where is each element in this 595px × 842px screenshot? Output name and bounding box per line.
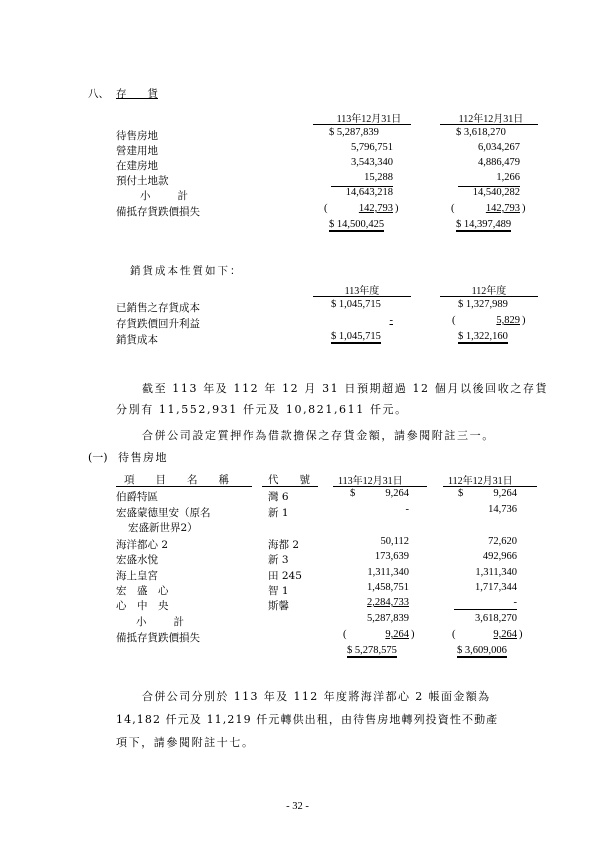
table-row-name: 海上皇宮 — [116, 570, 158, 582]
paragraph-line: 14,182 仟元及 11,219 仟元轉供出租，由待售房地轉列投資性不動產 — [116, 713, 499, 726]
paren-close: ) — [395, 203, 399, 214]
col-header-112: 112年12月31日 — [448, 476, 513, 487]
paren-close: ) — [522, 203, 526, 214]
col-header-113: 113年度 — [344, 286, 380, 297]
value-112: 14,736 — [488, 504, 517, 515]
table-row-code: 新 1 — [268, 507, 289, 519]
value-112: 9,264 — [493, 629, 517, 640]
paren-open: ( — [452, 629, 456, 640]
subsection-title: 待售房地 — [118, 451, 168, 464]
header-rule-code — [262, 486, 318, 487]
table-row-code: 智 1 — [268, 585, 289, 597]
paren-open: ( — [451, 203, 455, 214]
value-113: 9,264 — [385, 629, 409, 640]
row-label: 營建用地 — [116, 145, 158, 157]
value-112: 5,829 — [496, 315, 520, 326]
value-112: - — [454, 597, 517, 610]
paren-open: ( — [343, 629, 347, 640]
table-row-code: 海都 2 — [268, 539, 300, 551]
paragraph-line: 項下，請參閱附註十七。 — [116, 736, 255, 749]
paragraph-line: 分別有 11,552,931 仟元及 10,821,611 仟元。 — [116, 403, 408, 416]
paren-close: ) — [411, 629, 415, 640]
paragraph-line: 截至 113 年及 112 年 12 月 31 日預期超過 12 個月以後回收之存貨 — [142, 382, 549, 395]
col-header-112: 112年度 — [471, 286, 507, 297]
paren-open: ( — [324, 203, 328, 214]
table-row-name: 心 中 央 — [116, 600, 169, 612]
table-row-code: 田 245 — [268, 570, 302, 582]
value-113: 9,264 — [385, 488, 409, 499]
cost-caption: 銷貨成本性質如下： — [130, 265, 243, 277]
header-rule-112 — [440, 296, 538, 297]
total-112: $ 14,397,489 — [456, 219, 512, 230]
table-row-name: 伯爵特區 — [116, 491, 158, 503]
value-112: 1,311,340 — [475, 567, 517, 578]
value-113: 142,793 — [358, 203, 393, 214]
total-112: $ 3,609,006 — [457, 645, 507, 656]
value-112: 1,266 — [496, 172, 520, 183]
value-113: $ 5,287,839 — [329, 127, 379, 138]
value-113: 5,796,751 — [351, 142, 393, 153]
row-label: 備抵存貨跌價損失 — [116, 206, 200, 218]
value-113: 50,112 — [380, 536, 409, 547]
table-row-name: 宏 盛 心 — [116, 585, 169, 597]
value-113: - — [389, 315, 393, 326]
value-113: 173,639 — [374, 551, 409, 562]
paragraph-line: 合併公司設定質押作為借款擔保之存貨金額，請參閱附註三一。 — [142, 429, 495, 442]
row-label: 待售房地 — [116, 130, 158, 142]
table-row-name: 宏盛水悅 — [116, 554, 158, 566]
page-number: - 32 - — [286, 801, 309, 812]
value-113: 5,287,839 — [367, 613, 409, 624]
table-row-code: 新 3 — [268, 554, 289, 566]
col-header-code: 代 號 — [268, 474, 310, 486]
value-113: 1,311,340 — [367, 567, 409, 578]
value-113: 2,284,733 — [367, 597, 409, 608]
value-113: 3,543,340 — [351, 157, 393, 168]
section-number: 八、 — [88, 88, 109, 100]
value-113: 1,458,751 — [367, 582, 409, 593]
total-113: $ 5,278,575 — [347, 645, 397, 656]
paren-close: ) — [519, 629, 523, 640]
col-header-112: 112年12月31日 — [458, 114, 524, 125]
value-112: $ 3,618,270 — [456, 127, 506, 138]
col-header-113: 113年12月31日 — [338, 476, 403, 487]
section-title: 存 貨 — [116, 88, 158, 100]
header-rule-112 — [440, 124, 538, 125]
value-112: 492,966 — [482, 551, 517, 562]
total-112: $ 1,322,160 — [458, 331, 508, 342]
value-112: 6,034,267 — [478, 142, 520, 153]
value-113: $ 1,045,715 — [331, 299, 381, 310]
subsection-number: (一) — [88, 451, 108, 464]
paren-open: ( — [452, 315, 456, 326]
value-112: 1,717,344 — [475, 582, 517, 593]
header-rule-112 — [443, 486, 537, 487]
value-112: 14,540,282 — [472, 187, 520, 198]
value-113: 15,288 — [364, 172, 393, 183]
total-113: $ 1,045,715 — [331, 331, 381, 342]
col-header-item: 項 目 名 稱 — [124, 474, 229, 486]
value-113: - — [405, 504, 409, 515]
row-label-subtotal: 小 計 — [140, 190, 190, 202]
table-row-name: 備抵存貨跌價損失 — [116, 632, 200, 644]
table-row-subtotal: 小 計 — [136, 616, 186, 628]
header-rule-113 — [313, 124, 411, 125]
header-rule-113 — [333, 486, 427, 487]
value-112: 3,618,270 — [475, 613, 517, 624]
total-113: $ 14,500,425 — [329, 219, 385, 230]
dollar-113: $ — [350, 488, 356, 499]
table-row-code: 灣 6 — [268, 491, 289, 503]
table-row-code: 斯馨 — [268, 600, 289, 612]
row-label: 預付土地款 — [116, 175, 169, 187]
row-label: 已銷售之存貨成本 — [116, 302, 200, 314]
header-rule-113 — [313, 296, 411, 297]
value-113: 14,643,218 — [345, 187, 393, 198]
header-rule-item — [116, 486, 252, 487]
value-112: 72,620 — [488, 536, 517, 547]
value-112: 142,793 — [485, 203, 520, 214]
paragraph-line: 合併公司分別於 113 年及 112 年度將海洋都心 2 帳面金額為 — [142, 690, 491, 703]
paren-close: ) — [522, 315, 526, 326]
row-label: 在建房地 — [116, 160, 158, 172]
value-112: 9,264 — [493, 488, 517, 499]
dollar-112: $ — [458, 488, 464, 499]
table-row-name: 宏盛蒙德里安（原名 — [116, 507, 211, 519]
table-row-name-cont: 宏盛新世界2） — [128, 522, 198, 534]
value-112: 4,886,479 — [478, 157, 520, 168]
row-label: 銷貨成本 — [116, 334, 158, 346]
row-label: 存貨跌價回升利益 — [116, 318, 200, 330]
col-header-113: 113年12月31日 — [336, 114, 402, 125]
value-112: $ 1,327,989 — [458, 299, 508, 310]
table-row-name: 海洋都心 2 — [116, 539, 169, 551]
